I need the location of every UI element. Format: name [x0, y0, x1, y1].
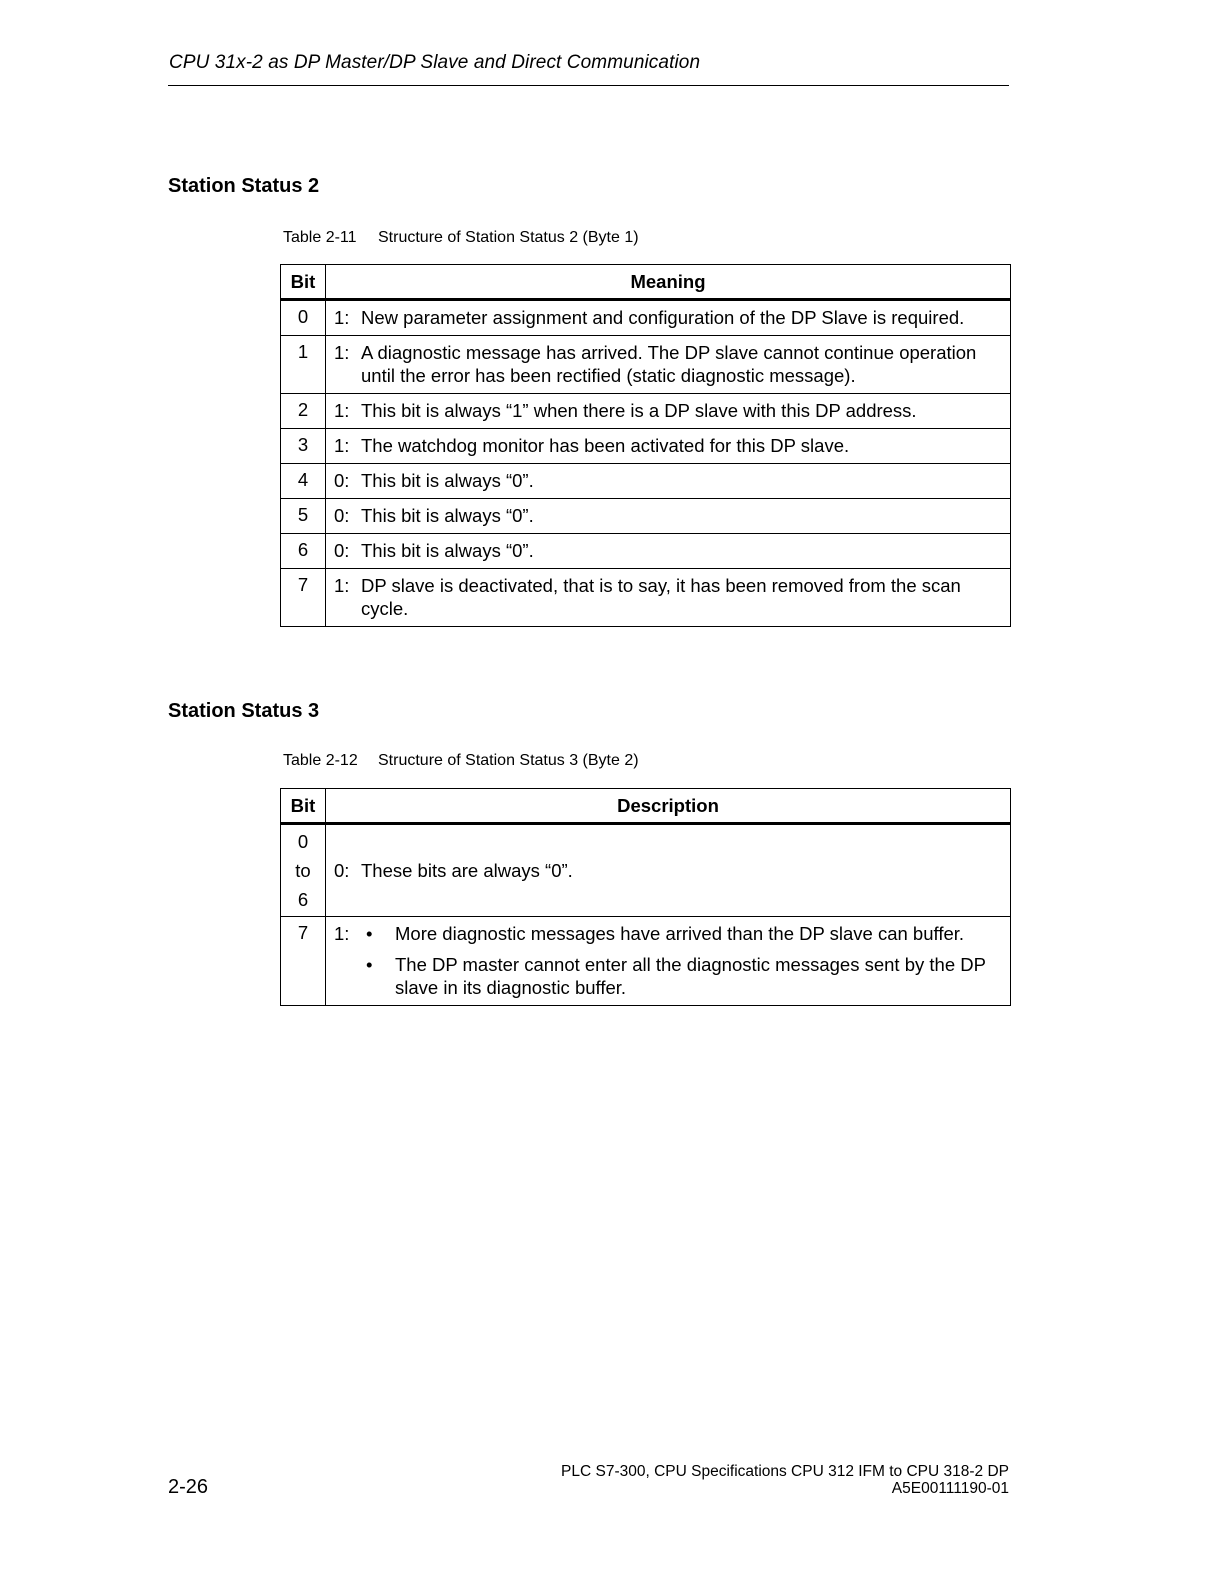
bullet-text: The DP master cannot enter all the diagnostic messages sent by the DP slave in its diagnostic buffer. [395, 954, 986, 998]
column-header-description: Description [326, 789, 1011, 824]
section-heading-station-status-3: Station Status 3 [168, 700, 320, 722]
bit-cell: 7 [281, 917, 326, 1006]
description-cell [326, 917, 1011, 1006]
meaning-text: This bit is always “0”. [361, 505, 534, 526]
bullet-icon: • [366, 954, 373, 975]
meaning-cell [326, 429, 1011, 464]
column-header-meaning: Meaning [326, 265, 1011, 300]
bit-value-code: 1: [334, 342, 350, 363]
table-header-row [281, 789, 1011, 824]
list-item [361, 953, 1000, 999]
bullet-icon: • [366, 923, 373, 944]
station-status-3-table [280, 788, 1011, 1006]
bit-range-to: to [295, 860, 311, 881]
table-caption-text: Structure of Station Status 2 (Byte 1) [378, 229, 639, 246]
meaning-text: This bit is always “0”. [361, 470, 534, 491]
list-item [361, 922, 1000, 945]
description-cell [326, 824, 1011, 917]
footer-doc-title: PLC S7-300, CPU Specifications CPU 312 IFM to CPU 318-2 DP [561, 1463, 1009, 1480]
bit-cell: 7 [281, 569, 326, 627]
description-text: These bits are always “0”. [361, 859, 573, 881]
table-header-row [281, 265, 1011, 300]
bit-cell: 4 [281, 464, 326, 499]
table-row [281, 464, 1011, 499]
meaning-cell [326, 534, 1011, 569]
column-header-bit: Bit [281, 265, 326, 300]
table-row [281, 824, 1011, 917]
table-row [281, 429, 1011, 464]
meaning-text: This bit is always “0”. [361, 540, 534, 561]
bit-cell: 5 [281, 499, 326, 534]
meaning-text: The watchdog monitor has been activated for this DP slave. [361, 435, 850, 456]
meaning-cell [326, 569, 1011, 627]
footer-doc-info [561, 1463, 1009, 1497]
bit-value-code: 1: [334, 435, 350, 456]
column-header-bit: Bit [281, 789, 326, 824]
meaning-cell [326, 394, 1011, 429]
meaning-cell [326, 499, 1011, 534]
table-caption-2-12 [283, 752, 639, 770]
running-header: CPU 31x-2 as DP Master/DP Slave and Direct Communication [169, 52, 701, 73]
bit-value-code: 0: [334, 540, 350, 561]
meaning-cell [326, 336, 1011, 394]
bit-value-code: 0: [334, 505, 350, 526]
table-caption-2-11 [283, 229, 639, 247]
bit-value-code: 1: [334, 575, 350, 596]
table-row [281, 499, 1011, 534]
bit-value-code: 1: [334, 923, 350, 944]
table-row [281, 917, 1011, 1006]
bit-cell: 2 [281, 394, 326, 429]
table-row [281, 569, 1011, 627]
bit-cell: 3 [281, 429, 326, 464]
meaning-text: DP slave is deactivated, that is to say, it has been removed from the scan cycle. [361, 575, 961, 619]
table-row [281, 336, 1011, 394]
bit-range-cell [281, 824, 326, 917]
bullet-list [361, 922, 1000, 999]
bit-cell: 1 [281, 336, 326, 394]
table-caption-number: Table 2-12 [283, 752, 358, 769]
bit-value-code: 1: [334, 400, 350, 421]
bit-value-code: 1: [334, 307, 350, 328]
bit-range-end: 6 [297, 889, 309, 910]
table-caption-number: Table 2-11 [283, 229, 357, 246]
bit-value-code: 0: [334, 859, 350, 881]
table-caption-text: Structure of Station Status 3 (Byte 2) [378, 752, 639, 769]
meaning-text: A diagnostic message has arrived. The DP slave cannot continue operation until the error has been rectified (static diagnostic message). [361, 342, 977, 386]
bit-value-code: 0: [334, 470, 350, 491]
meaning-cell [326, 464, 1011, 499]
bit-cell: 6 [281, 534, 326, 569]
section-heading-station-status-2: Station Status 2 [168, 175, 320, 197]
meaning-text: This bit is always “1” when there is a DP slave with this DP address. [361, 400, 917, 421]
footer-doc-id: A5E00111190-01 [891, 1480, 1009, 1497]
meaning-cell [326, 300, 1011, 336]
header-rule [168, 85, 1009, 86]
meaning-text: New parameter assignment and configuration of the DP Slave is required. [361, 307, 965, 328]
table-row [281, 394, 1011, 429]
table-row [281, 534, 1011, 569]
table-row [281, 300, 1011, 336]
station-status-2-table [280, 264, 1011, 627]
page-number: 2-26 [168, 1476, 209, 1498]
bullet-text: More diagnostic messages have arrived than the DP slave can buffer. [395, 923, 965, 944]
bit-cell: 0 [281, 300, 326, 336]
bit-range-start: 0 [297, 831, 309, 852]
